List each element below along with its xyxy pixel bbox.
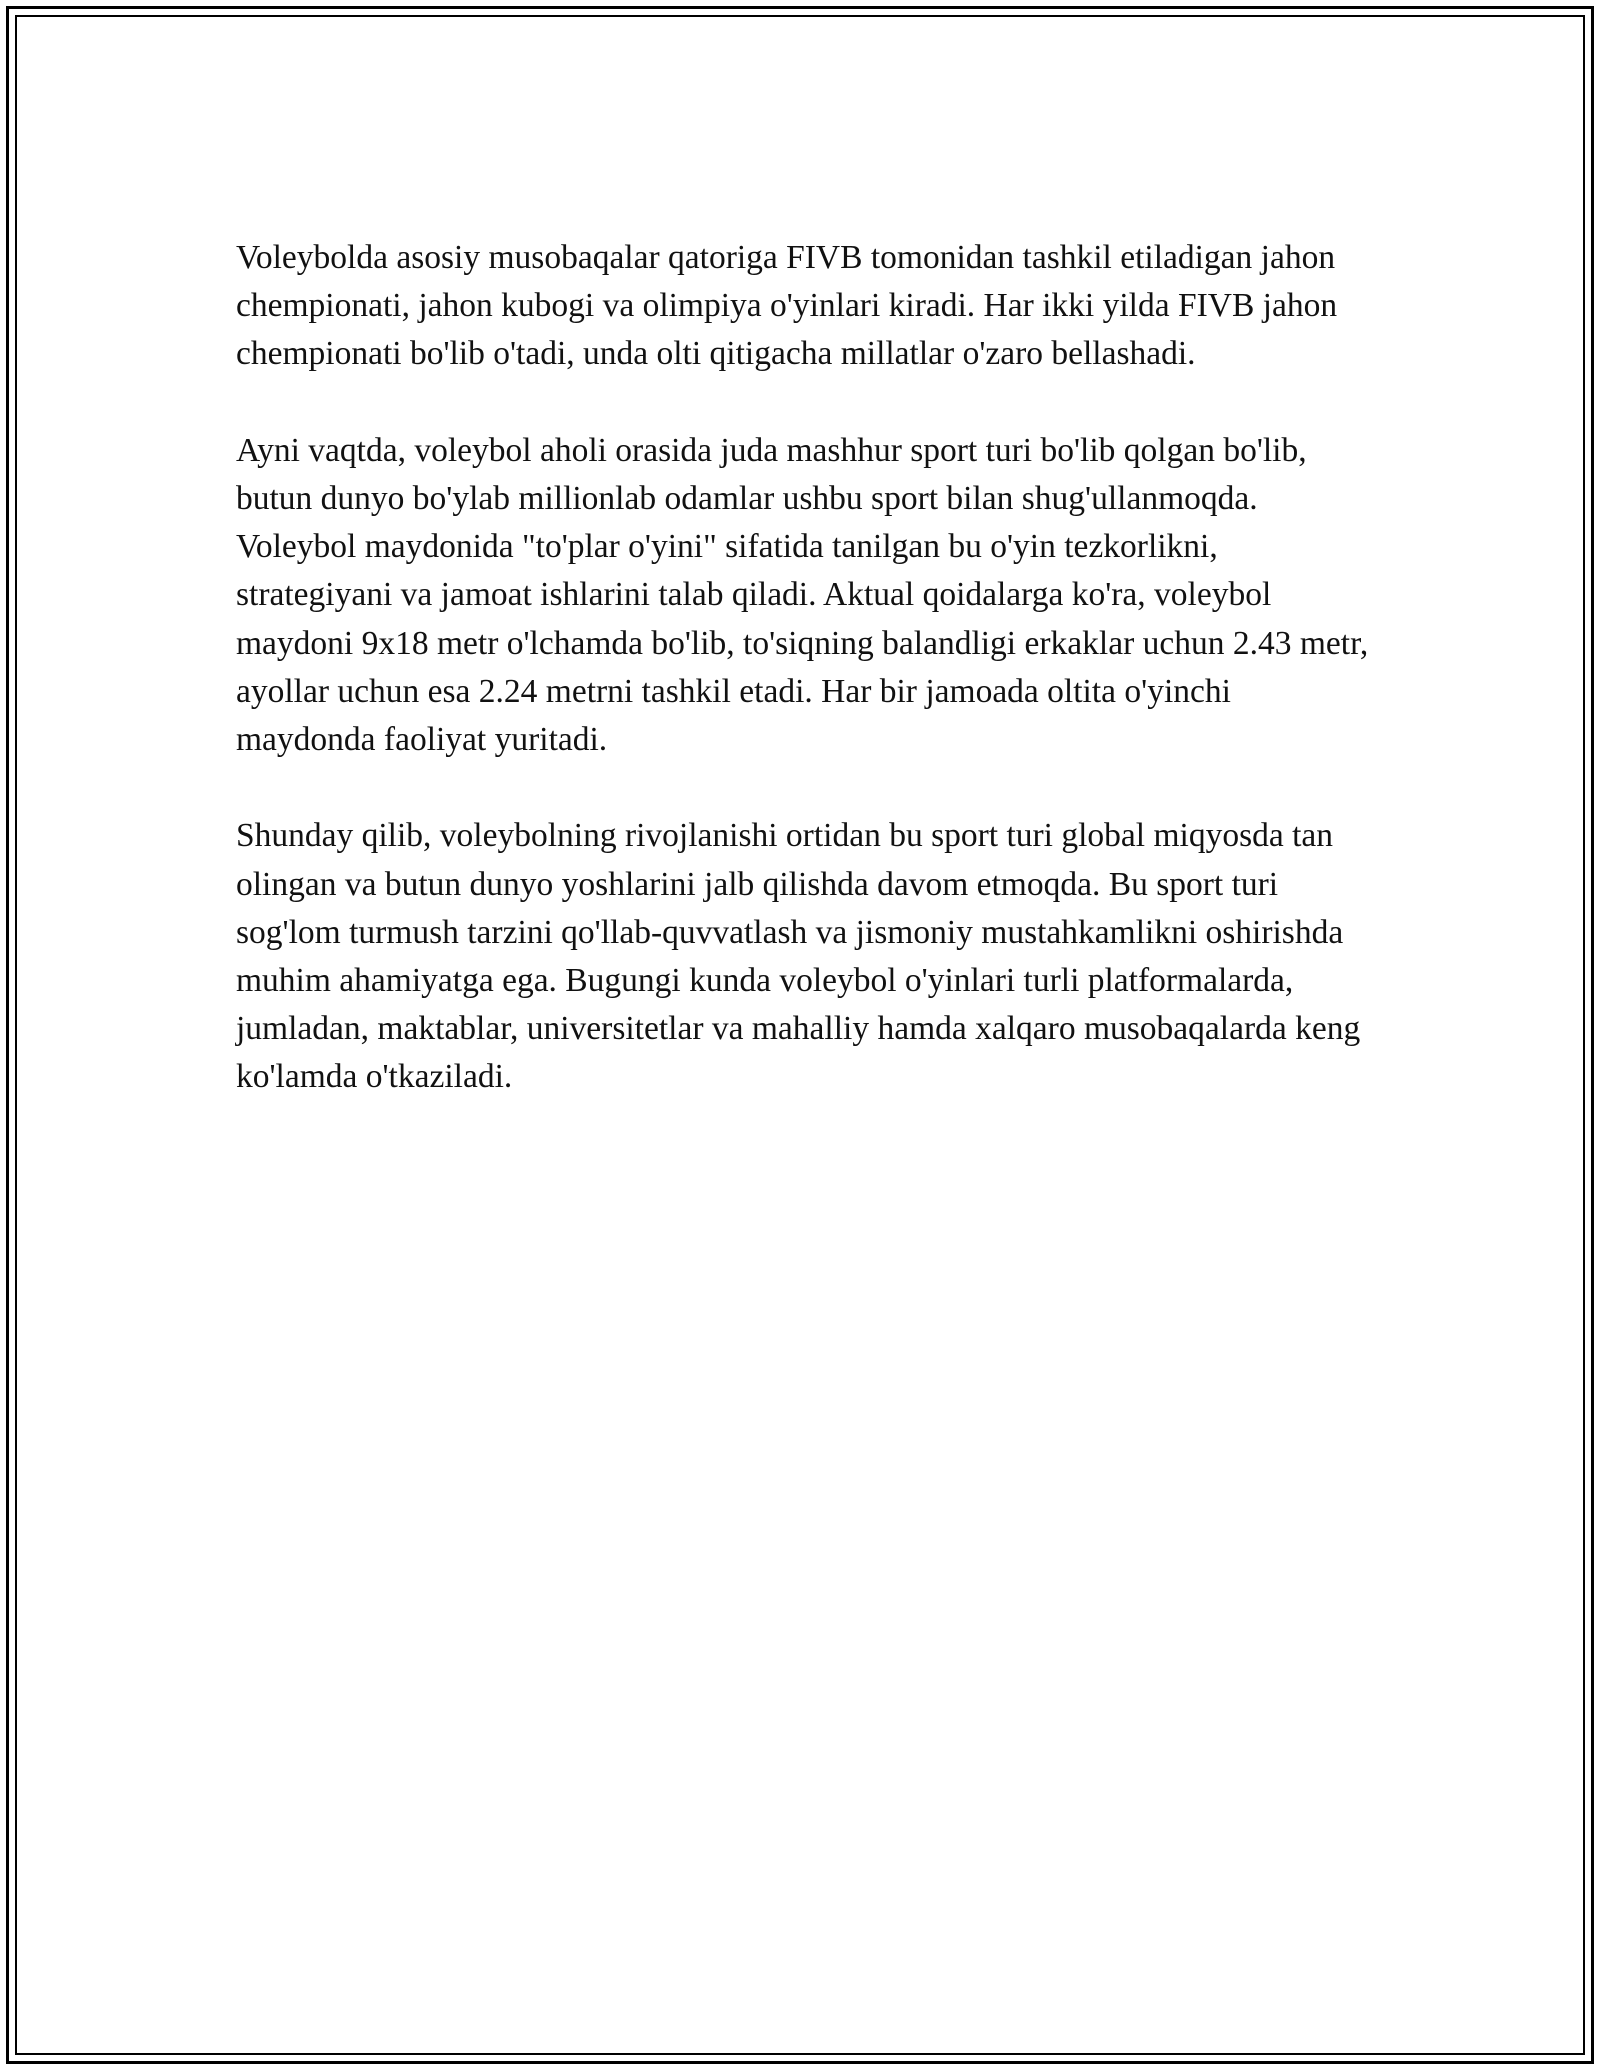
document-body	[236, 234, 1370, 1150]
paragraph-1: Voleybolda asosiy musobaqalar qatoriga FIVB tomonidan tashkil etiladigan jahon chempionati, jahon kubogi va olimpiya o'yinlari kiradi. Har ikki yilda FIVB jahon chempionati bo'lib o'tadi, unda olti qitigacha millatlar o'zaro bellashadi.	[236, 239, 1338, 373]
paragraph-3: Shunday qilib, voleybolning rivojlanishi ortidan bu sport turi global miqyosda tan olingan va butun dunyo yoshlarini jalb qilishda davom etmoqda. Bu sport turi sog'lom turmush tarzini qo'llab-quvvatlash va jismoniy mustahkamlikni oshirishda muhim ahamiyatga ega. Bugungi kunda voleybol o'yinlari turli platformalarda, jumladan, maktablar, universitetlar va mahalliy hamda xalqaro musobaqalarda keng ko'lamda o'tkaziladi.	[236, 817, 1361, 1096]
paragraph-2: Ayni vaqtda, voleybol aholi orasida juda mashhur sport turi bo'lib qolgan bo'lib, butun dunyo bo'ylab millionlab odamlar ushbu sport bilan shug'ullanmoqda. Voleybol maydonida "to'plar o'yini" sifatida tanilgan bu o'yin tezkorlikni, strategiyani va jamoat ishlarini talab qiladi. Aktual qoidalarga ko'ra, voleybol maydoni 9x18 metr o'lchamda bo'lib, to'siqning balandligi erkaklar uchun 2.43 metr, ayollar uchun esa 2.24 metrni tashkil etadi. Har bir jamoada oltita o'yinchi maydonda faoliyat yuritadi.	[236, 431, 1369, 759]
